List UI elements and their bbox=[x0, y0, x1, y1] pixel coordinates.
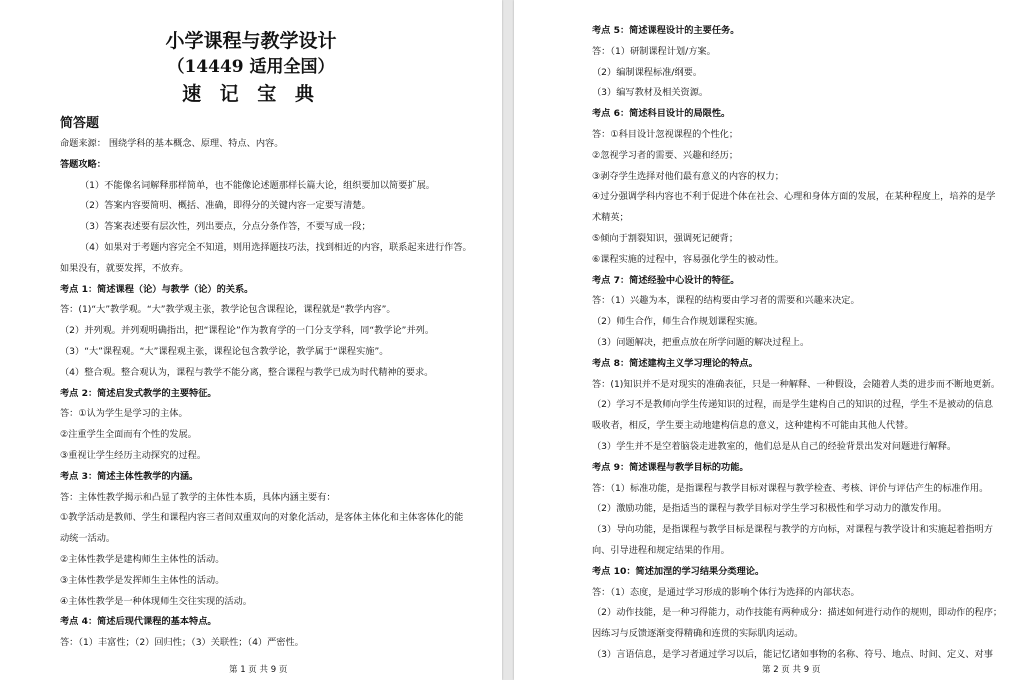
page-footer: 第 1 页 共 9 页 bbox=[229, 665, 288, 675]
document-page-1 bbox=[0, 0, 502, 680]
question-heading: 答题攻略： bbox=[60, 158, 106, 170]
question-heading: 考点 9：简述课程与教学目标的功能。 bbox=[592, 461, 749, 473]
text-line: 术精英； bbox=[592, 212, 629, 224]
text-line: 答：（1）研制课程计划/方案。 bbox=[592, 45, 716, 57]
question-heading: 考点 6：简述科目设计的局限性。 bbox=[592, 108, 731, 120]
text-line: ④主体性教学是一种体现师生交往实现的活动。 bbox=[60, 595, 252, 607]
section-heading: 简答题 bbox=[60, 116, 100, 131]
text-line: 答：（1）丰富性；（2）回归性；（3）关联性；（4）严密性。 bbox=[60, 637, 304, 649]
question-heading: 考点 10：简述加涅的学习结果分类理论。 bbox=[592, 565, 765, 577]
text-line: （2）学习不是教师向学生传递知识的过程，而是学生建构自己的知识的过程，学生不是被动的信息 bbox=[592, 399, 993, 411]
text-line: ③重视让学生经历主动探究的过程。 bbox=[60, 450, 207, 461]
text-line: 答：(1)“大”教学观。“大”教学观主张，教学论包含课程论，课程就是“教学内容”。 bbox=[60, 304, 396, 316]
text-line: （4）整合观。整合观认为，课程与教学不能分离，整合课程与教学已成为时代精神的要求。 bbox=[60, 366, 434, 378]
text-line: 答：(1)知识并不是对现实的准确表征，只是一种解释、一种假设，会随着人类的进步而不断地更新。 bbox=[592, 378, 1001, 390]
text-line: 动统一活动。 bbox=[60, 533, 116, 545]
question-heading: 考点 8：简述建构主义学习理论的特点。 bbox=[592, 357, 758, 369]
text-line: 答：（1）兴趣为本，课程的结构要由学习者的需要和兴趣来决定。 bbox=[592, 295, 860, 307]
question-heading: 考点 3：简述主体性教学的内涵。 bbox=[60, 470, 199, 482]
document-title: 小学课程与教学设计 bbox=[165, 30, 337, 52]
text-line: （3）导向功能，是指课程与教学目标是课程与教学的方向标，对课程与教学设计和实施起着指明方 bbox=[592, 524, 993, 536]
text-line: ⑤倾向于割裂知识，强调死记硬背； bbox=[592, 233, 739, 244]
text-line: 答：①认为学生是学习的主体。 bbox=[60, 408, 188, 420]
text-line: （3）答案表述要有层次性，列出要点，分点分条作答，不要写成一段； bbox=[80, 221, 371, 233]
text-line: （2）动作技能，是一种习得能力，动作技能有两种成分：描述如何进行动作的规则，即动作的程序； bbox=[592, 607, 1003, 619]
text-line: （3）言语信息，是学习者通过学习以后，能记忆诸如事物的名称、符号、地点、时间、定义、对事 bbox=[592, 649, 993, 660]
text-line: （2）激励功能，是指适当的课程与教学目标对学生学习积极性和学习动力的激发作用。 bbox=[592, 503, 947, 515]
text-line: ②主体性教学是建构师生主体性的活动。 bbox=[60, 554, 225, 565]
document-page-2 bbox=[514, 0, 1035, 680]
text-line: （3）问题解决，把重点放在所学问题的解决过程上。 bbox=[592, 337, 810, 348]
text-line: 答：（1）态度，是通过学习形成的影响个体行为选择的内部状态。 bbox=[592, 586, 860, 598]
text-line: 向、引导进程和规定结果的作用。 bbox=[592, 545, 730, 556]
text-line: 因练习与反馈逐渐变得精确和连贯的实际肌肉运动。 bbox=[592, 628, 804, 640]
text-line: （2）编制课程标准/纲要。 bbox=[592, 66, 703, 78]
text-line: 答：（1）标准功能，是指课程与教学目标对课程与教学检查、考核、评价与评估产生的标准作用。 bbox=[592, 482, 989, 494]
text-line: （1）不能像名词解释那样简单，也不能像论述题那样长篇大论，组织要加以简要扩展。 bbox=[80, 179, 435, 191]
question-heading: 考点 2：简述启发式教学的主要特征。 bbox=[60, 387, 217, 399]
text-line: 答：主体性教学揭示和凸显了教学的主体性本质，具体内涵主要有： bbox=[60, 491, 336, 503]
text-line: 如果没有，就要发挥，不放弃。 bbox=[60, 262, 189, 274]
question-heading: 考点 7：简述经验中心设计的特征。 bbox=[592, 274, 740, 286]
document-title-2: 速 记 宝 典 bbox=[182, 83, 320, 105]
text-line: （3）编写教材及相关资源。 bbox=[592, 87, 709, 99]
question-heading: 考点 4：简述后现代课程的基本特点。 bbox=[60, 616, 217, 628]
text-line: （4）如果对于考题内容完全不知道，则用选择题技巧法，找到相近的内容，联系起来进行作答。 bbox=[80, 242, 472, 253]
text-line: 命题来源： 围绕学科的基本概念、原理、特点、内容。 bbox=[60, 138, 284, 149]
text-line: ②注重学生全面而有个性的发展。 bbox=[60, 429, 197, 441]
text-line: ⑥课程实施的过程中，容易强化学生的被动性。 bbox=[592, 253, 784, 265]
page-footer: 第 2 页 共 9 页 bbox=[762, 665, 821, 675]
text-line: ③剥夺学生选择对他们最有意义的内容的权力； bbox=[592, 170, 784, 182]
text-line: ③主体性教学是发挥师生主体性的活动。 bbox=[60, 574, 225, 586]
text-line: （2）答案内容要简明、概括、准确，即得分的关键内容一定要写清楚。 bbox=[80, 200, 371, 212]
text-line: （3）“大”课程观。“大”课程观主张，课程论包含教学论，教学属于“课程实施”。 bbox=[60, 346, 389, 357]
document-subtitle: （14449 适用全国） bbox=[167, 57, 335, 77]
text-line: 吸收者，相反，学生要主动地建构信息的意义，这种建构不可能由其他人代替。 bbox=[592, 420, 914, 432]
text-line: （2）师生合作，师生合作规划课程实施。 bbox=[592, 316, 764, 328]
text-line: ④过分强调学科内容也不利于促进个体在社会、心理和身体方面的发展，在某种程度上，培养的是学 bbox=[592, 191, 996, 203]
text-line: 答：①科目设计忽视课程的个性化； bbox=[592, 129, 739, 140]
question-heading: 考点 1：简述课程（论）与教学（论）的关系。 bbox=[60, 283, 254, 295]
text-line: ①教学活动是教师、学生和课程内容三者间双重双向的对象化活动，是客体主体化和主体客体化的能 bbox=[60, 512, 464, 524]
text-line: （3）学生并不是空着脑袋走进教室的，他们总是从自己的经验背景出发对问题进行解释。 bbox=[592, 441, 957, 452]
question-heading: 考点 5：简述课程设计的主要任务。 bbox=[592, 25, 740, 36]
text-line: （2）并列观。并列观明确指出，把“课程论”作为教育学的一门分支学科，同“教学论”并列。 bbox=[60, 325, 435, 337]
text-line: ②忽视学习者的需要、兴趣和经历； bbox=[592, 149, 739, 161]
